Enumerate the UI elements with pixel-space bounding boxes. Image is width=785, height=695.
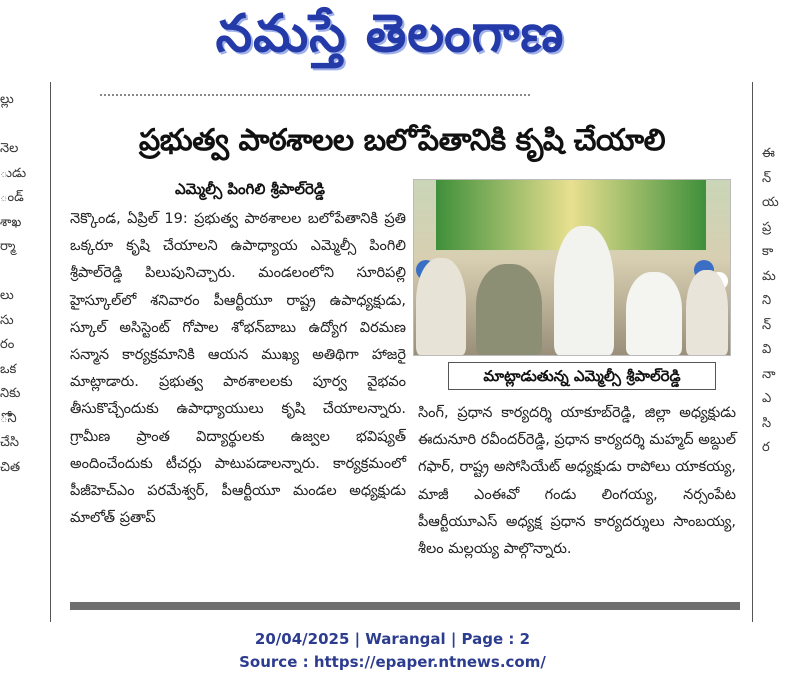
seated-person bbox=[476, 264, 542, 355]
photo-caption: మాట్లాడుతున్న ఎమ్మెల్సీ శ్రీపాల్‌రెడ్డి bbox=[448, 362, 716, 390]
seated-person bbox=[626, 272, 682, 355]
publication-info: 20/04/2025 | Warangal | Page : 2 bbox=[254, 630, 531, 648]
column-divider-right bbox=[752, 82, 753, 622]
adjacent-article-left-fragment: ల్లు నెల ుడు ండ్ శాఖ ర్మా లు సు రం ఒక నికు ోని చేసి చిత bbox=[0, 92, 27, 475]
article-body-right-column bbox=[418, 400, 736, 563]
cut-previous-headline bbox=[100, 94, 530, 106]
newspaper-logo: నమస్తే తెలంగాణ bbox=[215, 3, 565, 64]
adjacent-article-right-fragment: ఈ న్ య ప్ర కా మ ని న్ వి నా ఎ సి ర bbox=[762, 146, 779, 455]
seated-person bbox=[416, 258, 466, 355]
article-photo bbox=[413, 179, 731, 356]
article-body-right-text: సింగ్, ప్రధాన కార్యదర్శి యాకూబ్‌రెడ్డి, జిల్లా అధ్యక్షుడు ఈదునూరి రవీందర్‌రెడ్డి, ప్రధాన కార్యదర్శి మహ్మద్ అబ్దుల్ గఫార్, రాష్ట్ర అసోసియేట్ అధ్యక్షుడు రాపోలు యాకయ్య, మాజీ ఎంఈవో గండు లింగయ్య, నర్సంపేట పీఆర్టీయూఎస్ అధ్యక్ష ప్రధాన కార్యదర్శులు సాంబయ్య, శీలం మల్లయ్య పాల్గొన్నారు. bbox=[418, 405, 736, 558]
source-link[interactable]: Source : https://epaper.ntnews.com/ bbox=[239, 653, 546, 671]
cut-next-headline bbox=[70, 602, 740, 622]
newspaper-clip bbox=[0, 82, 785, 622]
article-body-left-column bbox=[70, 206, 406, 532]
column-divider-left bbox=[50, 82, 51, 622]
article-byline: ఎమ్మెల్సీ పింగిలి శ్రీపాల్‌రెడ్డి bbox=[175, 180, 325, 198]
article-body-left-text: నెక్కొండ, ఏప్రిల్ 19: ప్రభుత్వ పాఠశాలల బలోపేతానికి ప్రతి ఒక్కరూ కృషి చేయాలని ఉపాధ్యాయ ఎమ్మెల్సీ పింగిలి శ్రీపాల్‌రెడ్డి పిలుపునిచ్చారు. మండలంలోని సూరిపల్లి హైస్కూల్‌లో శనివారం పీఆర్టీయూ రాష్ట్ర ఉపాధ్యక్షుడు, స్కూల్ అసిస్టెంట్ గోపాల శోభన్‌బాబు ఉద్యోగ విరమణ సన్మాన కార్యక్రమానికి ఆయన ముఖ్య అతిథిగా హాజరై మాట్లాడారు. ప్రభుత్వ పాఠశాలలకు పూర్వ వైభవం తీసుకొచ్చేందుకు ఉపాధ్యాయులు కృషి చేయాలన్నారు. గ్రామీణ ప్రాంత విద్యార్థులకు ఉజ్వల భవిష్యత్ అందించేందుకు టీచర్లు పాటుపడాలన్నారు. కార్యక్రమంలో పీజీహెచ్‌ఎం పరమేశ్వర్, పీఆర్టీయూ మండల అధ్యక్షుడు మాలోత్ ప్రతాప్ bbox=[70, 211, 406, 527]
seated-person bbox=[686, 270, 728, 355]
clip-footer bbox=[0, 628, 785, 674]
speaker-person bbox=[554, 226, 614, 355]
article-headline: ప్రభుత్వ పాఠశాలల బలోపేతానికి కృషి చేయాలి bbox=[138, 123, 666, 158]
masthead bbox=[0, 0, 785, 82]
